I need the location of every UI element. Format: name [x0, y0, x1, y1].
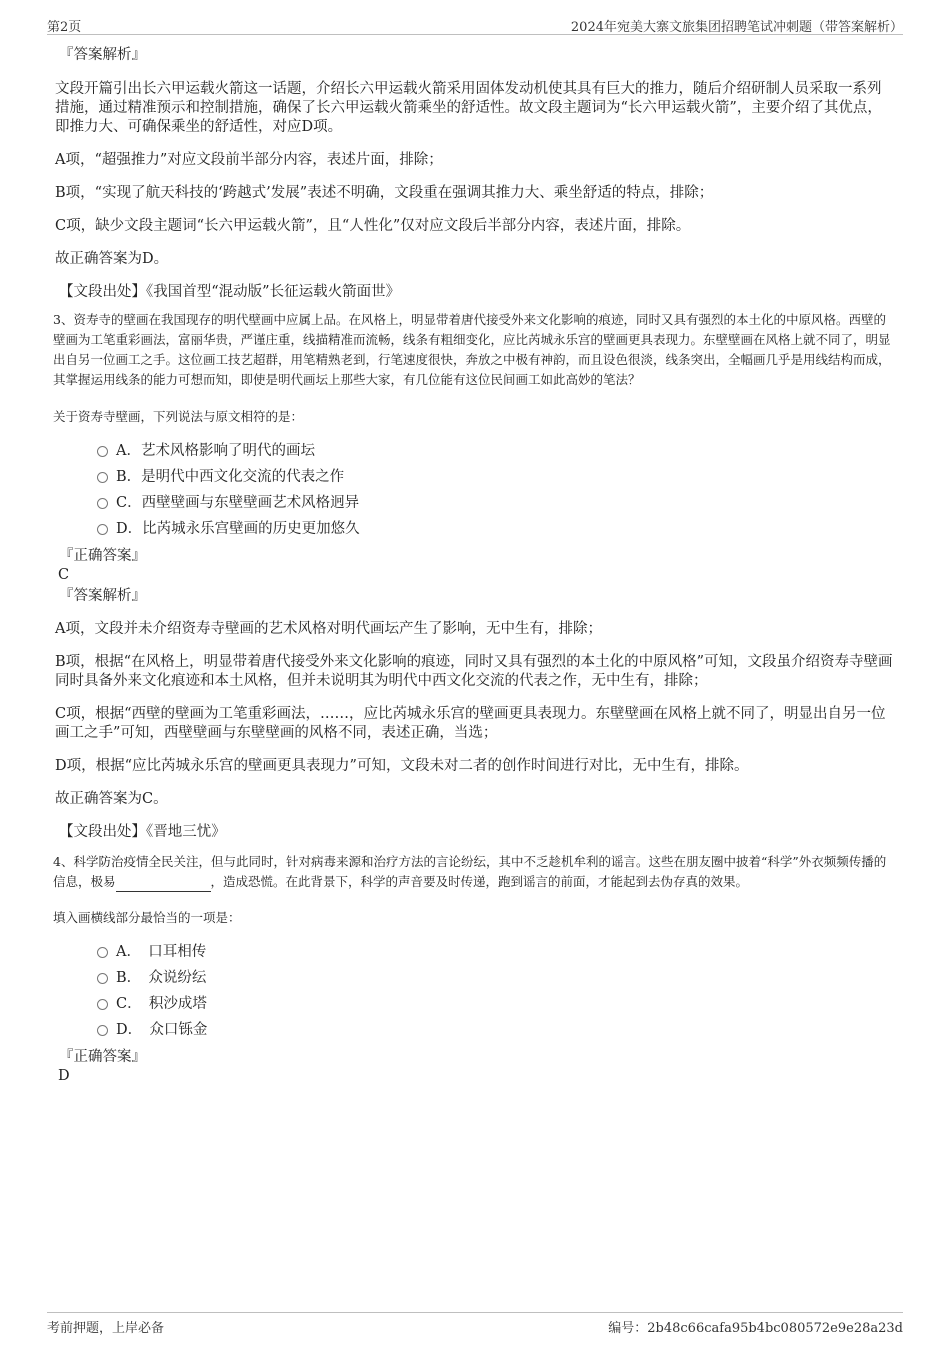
question-3-options: [97, 436, 895, 540]
page-header: [47, 14, 903, 35]
radio-icon[interactable]: [97, 1025, 108, 1036]
option-b[interactable]: B．是明代中西文化交流的代表之作: [97, 462, 895, 488]
analysis-conclusion: 故正确答案为D。: [55, 251, 169, 267]
page-footer: [47, 1312, 903, 1337]
analysis-option-b: B项，“实现了航天科技的‘跨越式’发展”表述不明确，文段重在强调其推力大、乘坐舒适的特点，排除；: [55, 185, 714, 201]
question-3-text: 3、资寿寺的壁画在我国现存的明代壁画中应属上品。在风格上，明显带着唐代接受外来文化影响的痕迹，同时又具有强烈的本土化的中原风格。西壁的壁画为工笔重彩画法，富丽华贵，严谨庄重，线描精准而流畅，线条有粗细变化，应比芮城永乐宫的壁画更具表现力。东壁壁画在风格上就不同了，明显出自另一位画工之手。这位画工技艺超群，用笔精熟老到，行笔速度很快，奔放之中极有神韵，而且设色很淡，线条突出，全幅画几乎是用线结构而成，其掌握运用线条的能力可想而知，即使是明代画坛上那些大家，有几位能有这位民间画工如此高妙的笔法？: [53, 312, 891, 387]
analysis-option-a: A项，文段并未介绍资寿寺壁画的艺术风格对明代画坛产生了影响，无中生有，排除；: [55, 621, 602, 637]
correct-answer-label: 『正确答案』: [59, 548, 146, 564]
document-id: 编号：2b48c66cafa95b4bc080572e9e28a23d: [608, 1321, 903, 1336]
text-source: 【文段出处】《我国首型“混动版”长征运载火箭面世》: [59, 284, 401, 300]
option-c[interactable]: C． 积沙成塔: [97, 989, 895, 1015]
document-title: 2024年宛美大寨文旅集团招聘笔试冲刺题（带答案解析）: [570, 20, 903, 35]
analysis-paragraph: 文段开篇引出长六甲运载火箭这一话题，介绍长六甲运载火箭采用固体发动机使其具有巨大的推力，随后介绍研制人员采取一系列措施，通过精准预示和控制措施，确保了长六甲运载火箭乘坐的舒适性。故文段主题词为“长六甲运载火箭”，主要介绍了其优点，即推力大、可确保乘坐的舒适性，对应D项。: [55, 81, 882, 135]
radio-icon[interactable]: [97, 524, 108, 535]
analysis-option-a: A项，“超强推力”对应文段前半部分内容，表述片面，排除；: [55, 152, 443, 168]
correct-answer: C: [58, 567, 70, 583]
analysis-label: 『答案解析』: [59, 47, 146, 63]
analysis-option-c: C项，根据“西壁的壁画为工笔重彩画法，……，应比芮城永乐宫的壁画更具表现力。东壁壁画在风格上就不同了，明显出自另一位画工之手”可知，西壁壁画与东壁壁画的风格不同，表述正确，当选；: [55, 706, 886, 741]
radio-icon[interactable]: [97, 446, 108, 457]
text-source: 【文段出处】《晋地三忧》: [59, 824, 226, 840]
option-d[interactable]: D．比芮城永乐宫壁画的历史更加悠久: [97, 514, 895, 540]
correct-answer-label: 『正确答案』: [59, 1049, 146, 1065]
question-4-prompt: 填入画横线部分最恰当的一项是：: [53, 910, 241, 925]
page-content: [55, 46, 895, 1086]
analysis-label: 『答案解析』: [59, 588, 146, 604]
radio-icon[interactable]: [97, 973, 108, 984]
question-4-options: [97, 937, 895, 1041]
radio-icon[interactable]: [97, 472, 108, 483]
footer-slogan: 考前押题，上岸必备: [47, 1321, 165, 1336]
radio-icon[interactable]: [97, 999, 108, 1010]
option-a[interactable]: A．艺术风格影响了明代的画坛: [97, 436, 895, 462]
correct-answer: D: [58, 1068, 70, 1084]
question-4-text: 4、科学防治疫情全民关注，但与此同时，针对病毒来源和治疗方法的言论纷纭，其中不乏趁机牟利的谣言。这些在朋友圈中披着“科学”外衣频频传播的信息，极易 ，造成恐慌。在此背景下，科学的声音要及时传递，跑到谣言的前面，才能起到去伪存真的效果。: [53, 852, 895, 892]
analysis-option-d: D项，根据“应比芮城永乐宫的壁画更具表现力”可知，文段未对二者的创作时间进行对比，无中生有，排除。: [55, 758, 749, 774]
analysis-option-c: C项，缺少文段主题词“长六甲运载火箭”，且“人性化”仅对应文段后半部分内容，表述片面，排除。: [55, 218, 691, 234]
analysis-conclusion: 故正确答案为C。: [55, 791, 168, 807]
question-3-prompt: 关于资寿寺壁画，下列说法与原文相符的是：: [53, 409, 304, 424]
radio-icon[interactable]: [97, 947, 108, 958]
page-number: 第2页: [47, 20, 82, 35]
option-c[interactable]: C．西壁壁画与东壁壁画艺术风格迥异: [97, 488, 895, 514]
option-b[interactable]: B． 众说纷纭: [97, 963, 895, 989]
analysis-option-b: B项，根据“在风格上，明显带着唐代接受外来文化影响的痕迹，同时又具有强烈的本土化的中原风格”可知，文段虽介绍资寿寺壁画同时具备外来文化痕迹和本土风格，但并未说明其为明代中西文化交流的代表之作，无中生有，排除；: [55, 654, 893, 689]
radio-icon[interactable]: [97, 498, 108, 509]
option-a[interactable]: A． 口耳相传: [97, 937, 895, 963]
fill-in-blank: [116, 879, 211, 892]
option-d[interactable]: D． 众口铄金: [97, 1015, 895, 1041]
